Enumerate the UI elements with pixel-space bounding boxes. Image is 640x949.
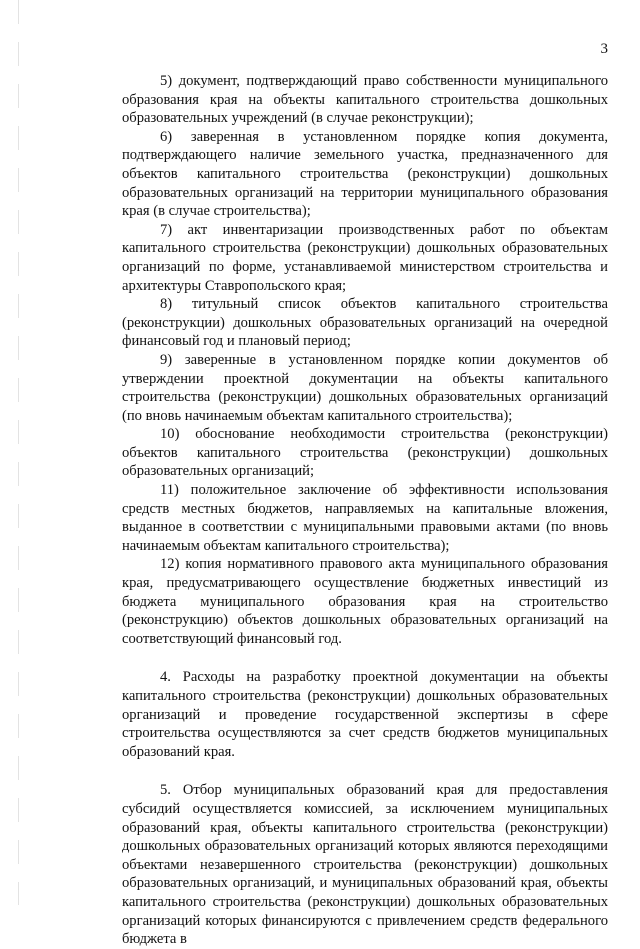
list-item-11: 11) положительное заключение об эффективности использования средств местных бюджетов, направляемых на капитальные вложения, выданное в соответствии с муниципальными правовыми актами (по вновь начинаемым объектам капитального строительства);	[122, 482, 608, 554]
section-5-paragraph: 5. Отбор муниципальных образований края для предоставления субсидий осуществляется комиссией, за исключением муниципальных образований края, объекты капитального строительства (реконструкции) дошкольных образовательных организаций которых являются переходящими объектами незавершенного строительства (реконструкции) дошкольных образовательных организаций, и муниципальных образований края, объекты капитального строительства (реконструкции) дошкольных образовательных организаций которых финансируются с привлечением средств федерального бюджета в	[122, 782, 608, 948]
section-4-paragraph: 4. Расходы на разработку проектной документации на объекты капитального строительства (реконструкции) дошкольных образовательных организаций и проведение государственной экспертизы в сфере строительства осуществляются за счет средств бюджетов муниципальных образований края.	[122, 669, 608, 760]
list-item-5: 5) документ, подтверждающий право собственности муниципального образования края на объекты капитального строительства дошкольных образовательных учреждений (в случае реконструкции);	[122, 73, 608, 127]
list-item-8: 8) титульный список объектов капитального строительства (реконструкции) дошкольных образовательных организаций на очередной финансовый год и плановый период;	[122, 296, 608, 350]
list-item-6: 6) заверенная в установленном порядке копия документа, подтверждающего наличие земельного участка, предназначенного для объектов капитального строительства (реконструкции) дошкольных образовательных организаций на территории муниципального образования края (в случае строительства);	[122, 128, 608, 220]
list-item-9: 9) заверенные в установленном порядке копии документов об утверждении проектной документации на объекты капитального строительства (реконструкции) дошкольных образовательных организаций (по вновь начинаемым объектам капитального строительства);	[122, 351, 608, 424]
list-item-7: 7) акт инвентаризации производственных работ по объектам капитального строительства (реконструкции) дошкольных образовательных организаций по форме, устанавливаемой министерством строительства и архитектуры Ставропольского края;	[122, 221, 608, 294]
list-item-12: 12) копия нормативного правового акта муниципального образования края, предусматривающего осуществление бюджетных инвестиций из бюджета муниципального образования края на строительство (реконструкцию) объектов дошкольных образовательных организаций на соответствующий финансовый год.	[122, 556, 608, 647]
list-item-10: 10) обоснование необходимости строительства (реконструкции) объектов капитального строительства (реконструкции) дошкольных образовательных организаций;	[122, 426, 608, 480]
document-body	[122, 72, 608, 949]
scan-margin-mark	[18, 0, 19, 905]
page-number: 3	[600, 41, 608, 57]
